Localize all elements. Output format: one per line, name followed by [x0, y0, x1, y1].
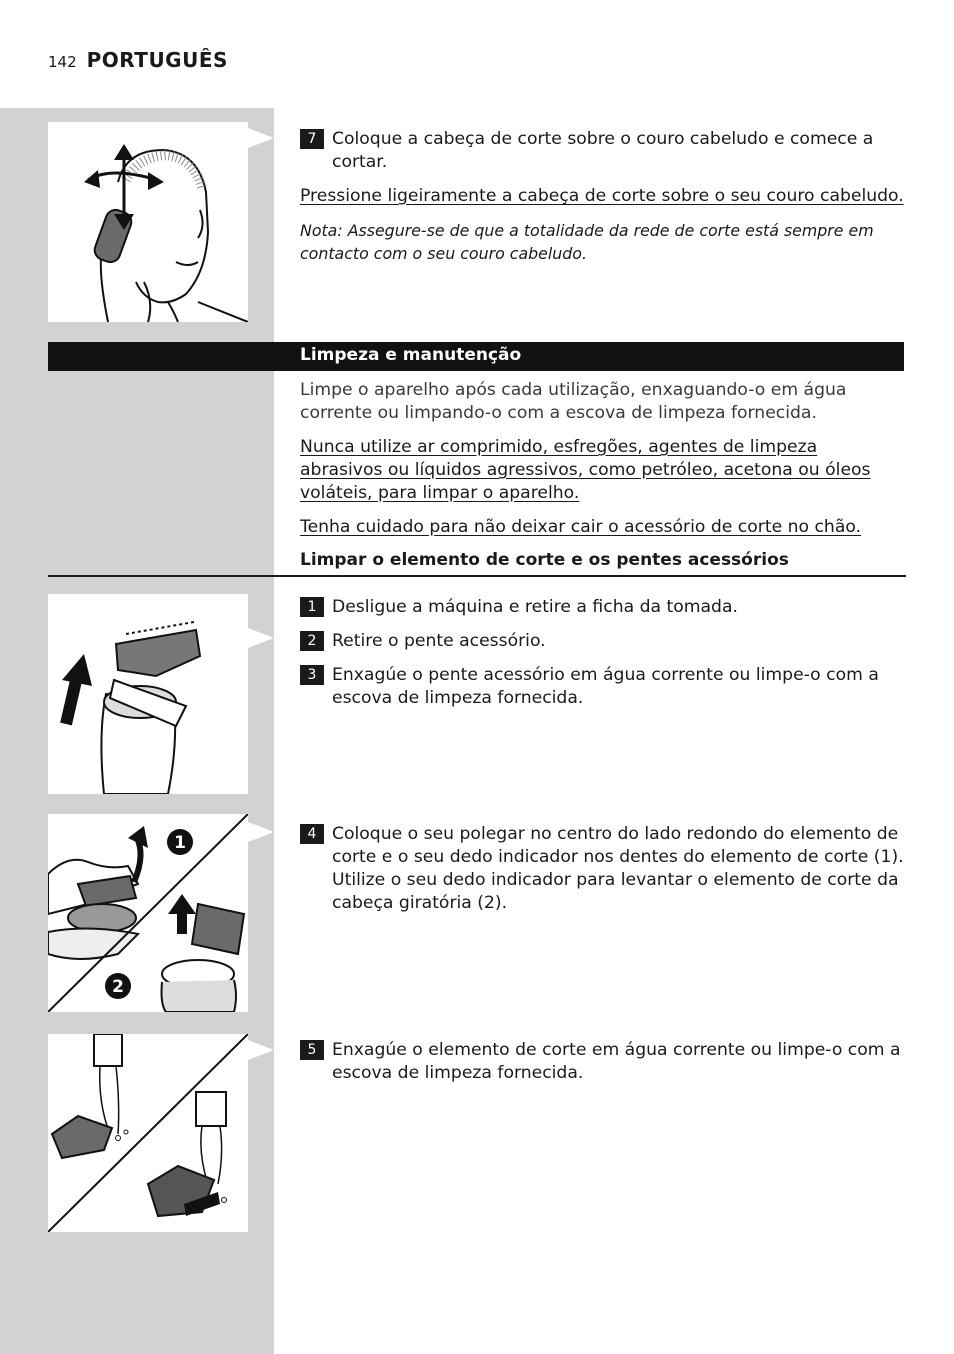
divider-line: [48, 575, 906, 577]
panel-notch: [248, 128, 274, 148]
warning-drop: Tenha cuidado para não deixar cair o acessório de corte no chão.: [300, 517, 862, 537]
figure-label-2: 2: [112, 977, 124, 997]
step-number: 7: [300, 129, 324, 149]
step-text: Enxagúe o pente acessório em água corrente ou limpe-o com a escova de limpeza fornecida.: [332, 665, 879, 708]
illustration-head-shaving: [48, 122, 248, 322]
page-language: PORTUGUÊS: [86, 48, 228, 72]
cleaning-intro-block: [300, 379, 905, 550]
step-number: 5: [300, 1040, 324, 1060]
steps-1-3-block: [300, 596, 905, 721]
step-5-block: [300, 1039, 905, 1096]
illustration-rinse: [48, 1034, 248, 1232]
illustration-remove-comb: [48, 594, 248, 794]
note-text: Nota: Assegure-se de que a totalidade da rede de corte está sempre em contacto com o seu couro cabeludo.: [300, 221, 874, 263]
step-2: [300, 630, 905, 653]
illustration-lift-cutting-element: [48, 814, 248, 1012]
subheading: Limpar o elemento de corte e os pentes acessórios: [300, 550, 789, 570]
warning-compressed-air: Nunca utilize ar comprimido, esfregões, agentes de limpeza abrasivos ou líquidos agressivos, como petróleo, acetona ou óleos voláteis, para limpar o aparelho.: [300, 437, 871, 503]
warning-text: Pressione ligeiramente a cabeça de corte sobre o seu couro cabeludo.: [300, 186, 904, 206]
step-7: [300, 128, 905, 174]
step-7-block: [300, 128, 905, 276]
panel-notch: [248, 822, 274, 842]
step-text: Coloque o seu polegar no centro do lado redondo do elemento de corte e o seu dedo indicador nos dentes do elemento de corte (1). Utilize o seu dedo indicador para levantar o elemento de corte da cabeça giratória (2).: [332, 824, 904, 913]
step-number: 3: [300, 665, 324, 685]
panel-notch: [248, 628, 274, 648]
step-text: Retire o pente acessório.: [332, 631, 546, 651]
intro-text: Limpe o aparelho após cada utilização, enxaguando-o em água corrente ou limpando-o com a escova de limpeza fornecida.: [300, 380, 847, 423]
step-number: 4: [300, 824, 324, 844]
panel-notch: [248, 1040, 274, 1060]
page-number: 142: [48, 53, 77, 71]
step-4: [300, 823, 905, 915]
step-text: Coloque a cabeça de corte sobre o couro cabeludo e comece a cortar.: [332, 129, 874, 172]
step-number: 2: [300, 631, 324, 651]
step-4-block: [300, 823, 905, 926]
step-number: 1: [300, 597, 324, 617]
step-text: Enxagúe o elemento de corte em água corrente ou limpe-o com a escova de limpeza fornecida.: [332, 1040, 901, 1083]
step-text: Desligue a máquina e retire a ficha da tomada.: [332, 597, 738, 617]
section-title-bar: [48, 342, 904, 371]
step-5: [300, 1039, 905, 1085]
step-3: [300, 664, 905, 710]
step-1: [300, 596, 905, 619]
page-header: [48, 48, 228, 72]
section-title: Limpeza e manutenção: [300, 345, 522, 365]
figure-label-1: 1: [174, 833, 186, 853]
